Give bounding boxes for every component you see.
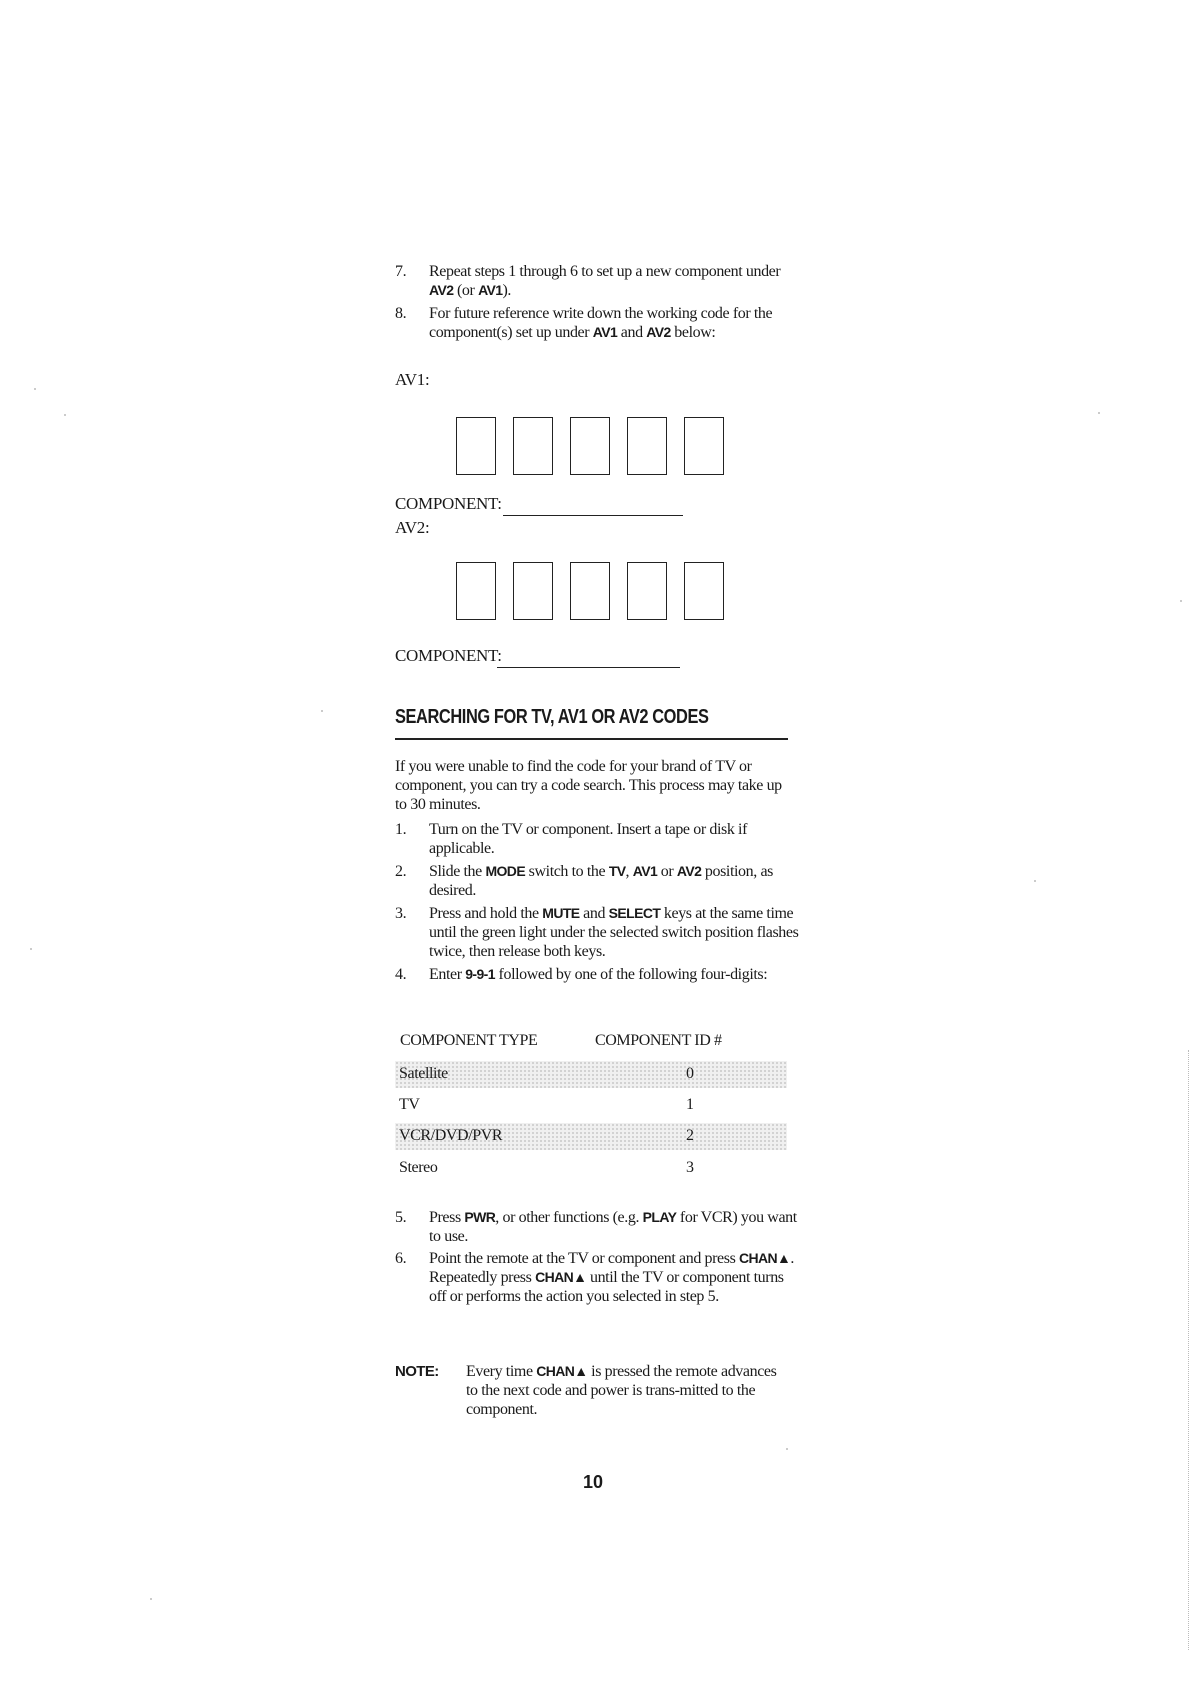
scan-speck	[321, 710, 323, 712]
step-text: Repeat steps 1 through 6 to set up a new component under	[429, 263, 781, 280]
av2-label: AV2:	[395, 518, 430, 537]
step-number: 6.	[395, 1250, 407, 1267]
step-body	[429, 862, 799, 900]
scan-speck	[1180, 600, 1182, 602]
step-number: 2.	[395, 863, 407, 880]
step-key-label: PLAY	[642, 1209, 677, 1225]
scan-speck	[64, 414, 66, 416]
step-key-label: AV2	[676, 863, 702, 879]
section-heading: SEARCHING FOR TV, AV1 OR AV2 CODES	[395, 706, 709, 728]
table-cell-id: 1	[686, 1096, 694, 1113]
table-header-type: COMPONENT TYPE	[400, 1032, 538, 1049]
step-key-label: CHAN▲	[535, 1269, 587, 1285]
step-text: below:	[670, 324, 716, 341]
step-text: followed by one of the following four-digits:	[494, 966, 768, 983]
step-number: 3.	[395, 905, 407, 922]
step-key-label: TV	[608, 863, 626, 879]
av1-code-box[interactable]	[570, 417, 610, 475]
step-key-label: PWR	[464, 1209, 496, 1225]
table-cell-type: VCR/DVD/PVR	[399, 1127, 503, 1144]
step-number: 4.	[395, 966, 407, 983]
step-key-label: SELECT	[608, 905, 661, 921]
step-key-label: AV2	[646, 324, 671, 340]
av2-code-box[interactable]	[627, 562, 667, 620]
step-text: and	[579, 905, 609, 922]
step-key-label: CHAN▲	[739, 1250, 791, 1266]
table-cell-id: 2	[686, 1127, 694, 1144]
av2-code-box[interactable]	[513, 562, 553, 620]
step-text: Press and hold the	[429, 905, 543, 922]
step-key-label: MODE	[485, 863, 526, 879]
step-text: and	[617, 324, 647, 341]
step-body	[429, 1249, 799, 1306]
table-cell-type: Stereo	[399, 1159, 438, 1176]
step-key-label: AV1	[632, 863, 658, 879]
table-row	[395, 1061, 787, 1088]
step-text: . Repeatedly press	[429, 1250, 794, 1286]
scan-speck	[150, 1598, 152, 1600]
note-key-label: CHAN▲	[536, 1363, 588, 1379]
scan-speck	[1098, 412, 1100, 414]
step-key-label: AV2	[429, 282, 454, 298]
note-label: NOTE:	[395, 1363, 439, 1380]
step-text: Slide the	[429, 863, 486, 880]
table-header-id: COMPONENT ID #	[595, 1032, 722, 1049]
av1-label: AV1:	[395, 370, 430, 389]
step-text: position, as desired.	[429, 863, 773, 899]
step-body	[429, 904, 799, 961]
step-number: 8.	[395, 305, 407, 322]
step-text: ).	[502, 282, 512, 299]
table-cell-id: 0	[686, 1065, 694, 1082]
step-body	[429, 820, 799, 858]
av1-code-box[interactable]	[513, 417, 553, 475]
step-text: (or	[453, 282, 479, 299]
av2-code-box[interactable]	[684, 562, 724, 620]
scan-edge-line	[1188, 1050, 1189, 1650]
page-number: 10	[583, 1472, 604, 1492]
step-body	[429, 1208, 799, 1246]
av2-code-box[interactable]	[570, 562, 610, 620]
av1-component-blank[interactable]	[503, 515, 683, 516]
step-text: Press	[429, 1209, 465, 1226]
step-text: Point the remote at the TV or component and press	[429, 1250, 740, 1267]
note-text: Every time	[466, 1363, 537, 1380]
step-key-label: 9-9-1	[465, 966, 495, 982]
step-body	[429, 304, 799, 342]
step-key-label: MUTE	[542, 905, 580, 921]
note-body	[466, 1362, 791, 1419]
step-number: 5.	[395, 1209, 407, 1226]
table-cell-id: 3	[686, 1159, 694, 1176]
step-number: 1.	[395, 821, 407, 838]
step-text: until the TV or component turns off or performs the action you selected in step 5.	[429, 1269, 784, 1305]
step-text: for VCR) you want to use.	[429, 1209, 797, 1245]
av1-code-box[interactable]	[684, 417, 724, 475]
step-text: Turn on the TV or component. Insert a tape or disk if applicable.	[429, 821, 748, 857]
table-row	[395, 1155, 787, 1182]
step-body	[429, 965, 799, 984]
av2-code-box[interactable]	[456, 562, 496, 620]
step-text: or	[657, 863, 677, 880]
av2-component-label: COMPONENT:	[395, 646, 502, 665]
step-text: For future reference write down the working code for the component(s) set up under	[429, 305, 773, 341]
step-key-label: AV1	[478, 282, 503, 298]
av2-component-blank[interactable]	[497, 667, 680, 668]
intro-paragraph: If you were unable to find the code for your brand of TV or component, you can try a code search. This process may take up to 30 minutes.	[395, 758, 782, 813]
step-text: Enter	[429, 966, 466, 983]
step-number: 7.	[395, 263, 407, 280]
av1-code-box[interactable]	[456, 417, 496, 475]
table-cell-type: TV	[399, 1096, 420, 1113]
av1-code-box[interactable]	[627, 417, 667, 475]
scan-speck	[1034, 880, 1036, 882]
step-key-label: AV1	[592, 324, 618, 340]
note-text: is pressed the remote advances to the next code and power is trans-mitted to the component.	[466, 1363, 777, 1418]
step-body	[429, 262, 799, 300]
heading-rule	[395, 738, 788, 740]
table-row	[395, 1123, 787, 1150]
table-cell-type: Satellite	[399, 1065, 448, 1082]
step-text: , or other functions (e.g.	[495, 1209, 643, 1226]
scan-speck	[30, 948, 32, 950]
table-row	[395, 1092, 787, 1119]
scan-speck	[34, 388, 36, 390]
step-text: keys at the same time until the green light under the selected switch position flashes twice, then release both keys.	[429, 905, 799, 960]
av1-component-label: COMPONENT:	[395, 494, 502, 513]
step-text: ,	[625, 863, 633, 880]
step-text: switch to the	[525, 863, 609, 880]
scan-speck	[786, 1448, 788, 1450]
